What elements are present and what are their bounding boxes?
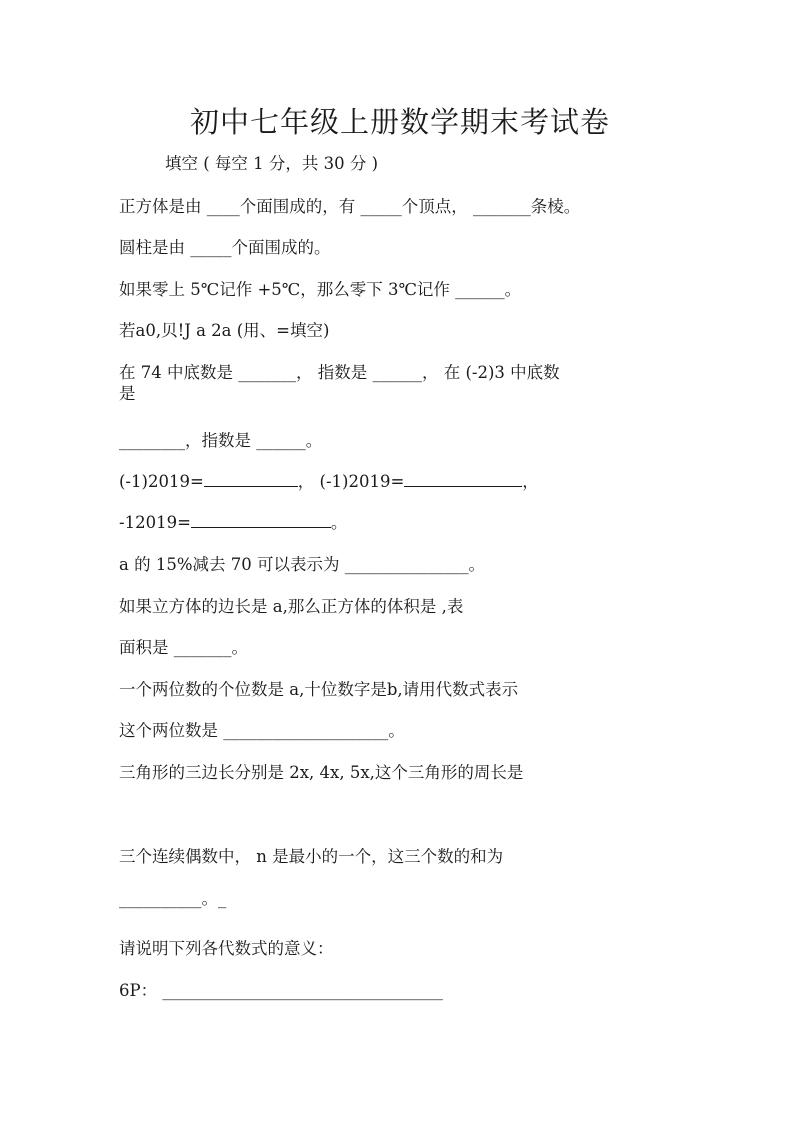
question-base-exponent-answer: ________，指数是 ______。 <box>119 431 323 450</box>
question-explain: 请说明下列各代数式的意义： <box>119 939 334 958</box>
question-temperature: 如果零上 5℃记作 +5℃，那么零下 3℃记作 ______。 <box>119 280 522 299</box>
answer-blank <box>204 471 298 487</box>
power-expression-3: -12019= <box>119 513 191 532</box>
question-cube-faces: 正方体是由 ____个面围成的，有 _____个顶点， _______条棱。 <box>119 197 581 216</box>
question-triangle-perimeter: 三角形的三边长分别是 2x, 4x, 5x,这个三角形的周长是 <box>119 763 524 782</box>
question-power-neg-one <box>119 471 539 493</box>
question-cube-volume: 如果立方体的边长是 a,那么正方体的体积是 ,表 <box>119 597 464 616</box>
question-cylinder-faces: 圆柱是由 _____个面围成的。 <box>119 238 331 257</box>
power-expression-1: (-1)2019= <box>119 472 204 491</box>
question-6p: 6P： __________________________________ <box>119 981 443 1000</box>
power-period: 。 <box>330 513 348 532</box>
question-percent: a 的 15%减去 70 可以表示为 _______________。 <box>119 555 485 574</box>
power-expression-2: ， (-1)2019= <box>297 472 405 491</box>
answer-blank <box>191 512 331 528</box>
answer-blank <box>404 471 522 487</box>
question-compare: 若a0,贝!J a 2a (用、=填空) <box>119 321 330 340</box>
page-title: 初中七年级上册数学期末考试卷 <box>189 105 610 139</box>
question-base-exponent-cont: 是 <box>119 384 136 403</box>
section-heading: 填空 ( 每空 1 分，共 30 分 ) <box>165 154 379 173</box>
question-two-digit: 一个两位数的个位数是 a,十位数字是b,请用代数式表示 <box>119 680 519 699</box>
question-base-exponent: 在 74 中底数是 _______， 指数是 ______， 在 (-2)3 中底数 <box>119 363 560 382</box>
question-even-numbers-answer: __________。_ <box>119 889 227 908</box>
question-power-neg <box>119 512 347 534</box>
power-comma: ， <box>522 472 539 491</box>
question-two-digit-answer: 这个两位数是 ____________________。 <box>119 721 405 740</box>
question-cube-area: 面积是 _______。 <box>119 638 248 657</box>
question-even-numbers: 三个连续偶数中， n 是最小的一个，这三个数的和为 <box>119 847 504 866</box>
